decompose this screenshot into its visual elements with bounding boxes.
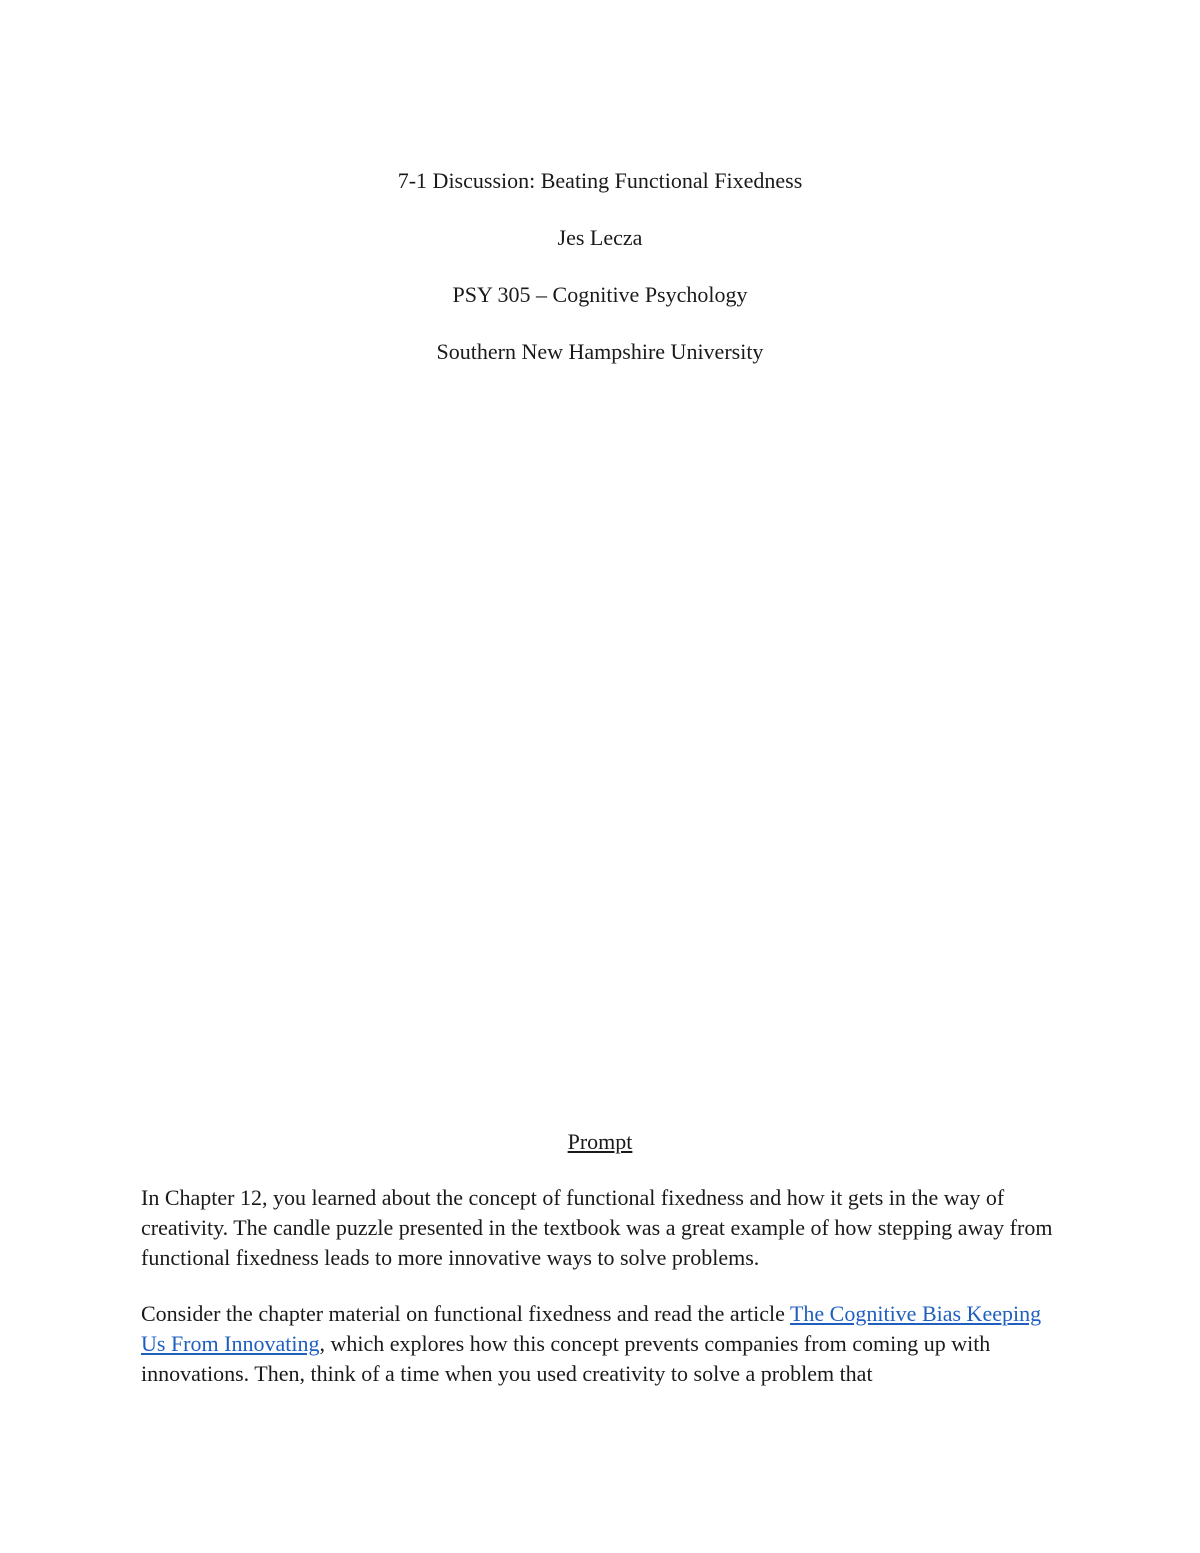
prompt-paragraph-1: In Chapter 12, you learned about the concept of functional fixedness and how it gets in the way of creativity. The candle puzzle presented in the textbook was a great example of how stepping away from functional fixedness leads to more innovative ways to solve problems. (141, 1185, 1053, 1270)
course-name: PSY 305 – Cognitive Psychology (452, 282, 748, 307)
prompt-paragraph-2 (141, 1299, 1071, 1389)
article-link[interactable]: The Cognitive Bias Keeping Us From Innovating (141, 1301, 1042, 1356)
cover-block (0, 152, 1200, 380)
document-title: 7-1 Discussion: Beating Functional Fixedness (397, 168, 803, 193)
prompt-heading: Prompt (567, 1129, 633, 1154)
paragraph-2-trailing-text: , which explores how this concept prevents companies from coming up with innovations. Then, think of a time when you used creativity to solve a problem that (141, 1331, 991, 1386)
institution-name: Southern New Hampshire University (436, 339, 764, 364)
author-name: Jes Lecza (557, 225, 643, 250)
paragraph-2-lead-text: Consider the chapter material on functional fixedness and read the article (141, 1301, 790, 1326)
